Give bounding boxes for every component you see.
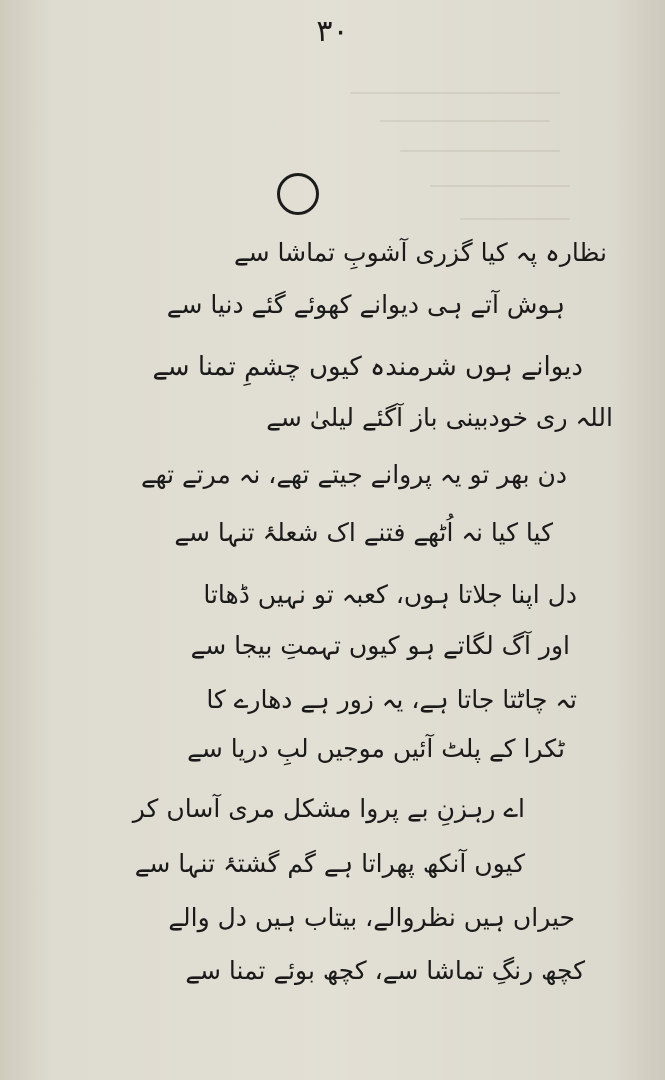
poem-line: دل اپنا جلاتا ہوں، کعبہ تو نہیں ڈھاتا bbox=[203, 580, 577, 609]
show-through-text bbox=[400, 150, 560, 152]
poem-line: کیا کیا نہ اُٹھے فتنے اک شعلۂ تنہا سے bbox=[174, 518, 553, 547]
poem-line: کیوں آنکھ پھراتا ہے گم گشتۂ تنہا سے bbox=[134, 849, 525, 878]
circle-ornament-icon bbox=[277, 173, 319, 215]
poem-line: اے رہزنِ بے پروا مشکل مری آساں کر bbox=[132, 794, 525, 823]
poem-line: ٹکرا کے پلٹ آئیں موجیں لبِ دریا سے bbox=[187, 734, 565, 763]
show-through-text bbox=[460, 218, 570, 220]
poem-line: کچھ رنگِ تماشا سے، کچھ بوئے تمنا سے bbox=[185, 956, 585, 985]
poem-line: اللہ ری خودبینی باز آگئے لیلیٰ سے bbox=[266, 403, 613, 432]
poem-line: تہ چاٹتا جاتا ہے، یہ زور ہے دھارے کا bbox=[206, 685, 577, 714]
show-through-text bbox=[380, 120, 550, 122]
poem-line: اور آگ لگاتے ہو کیوں تہمتِ بیجا سے bbox=[190, 631, 570, 660]
show-through-text bbox=[350, 92, 560, 94]
show-through-text bbox=[430, 185, 570, 187]
poem-line: نظارہ پہ کیا گزری آشوبِ تماشا سے bbox=[233, 238, 607, 267]
poem-line: دیوانے ہوں شرمندہ کیوں چشمِ تمنا سے bbox=[152, 352, 583, 382]
poem-line: حیراں ہیں نظروالے، بیتاب ہیں دل والے bbox=[168, 903, 575, 932]
page-number: ۳۰ bbox=[316, 14, 349, 49]
poem-line: دن بھر تو یہ پروانے جیتے تھے، نہ مرتے تھے bbox=[140, 460, 567, 489]
poem-line: ہوش آتے ہی دیوانے کھوئے گئے دنیا سے bbox=[166, 290, 565, 319]
